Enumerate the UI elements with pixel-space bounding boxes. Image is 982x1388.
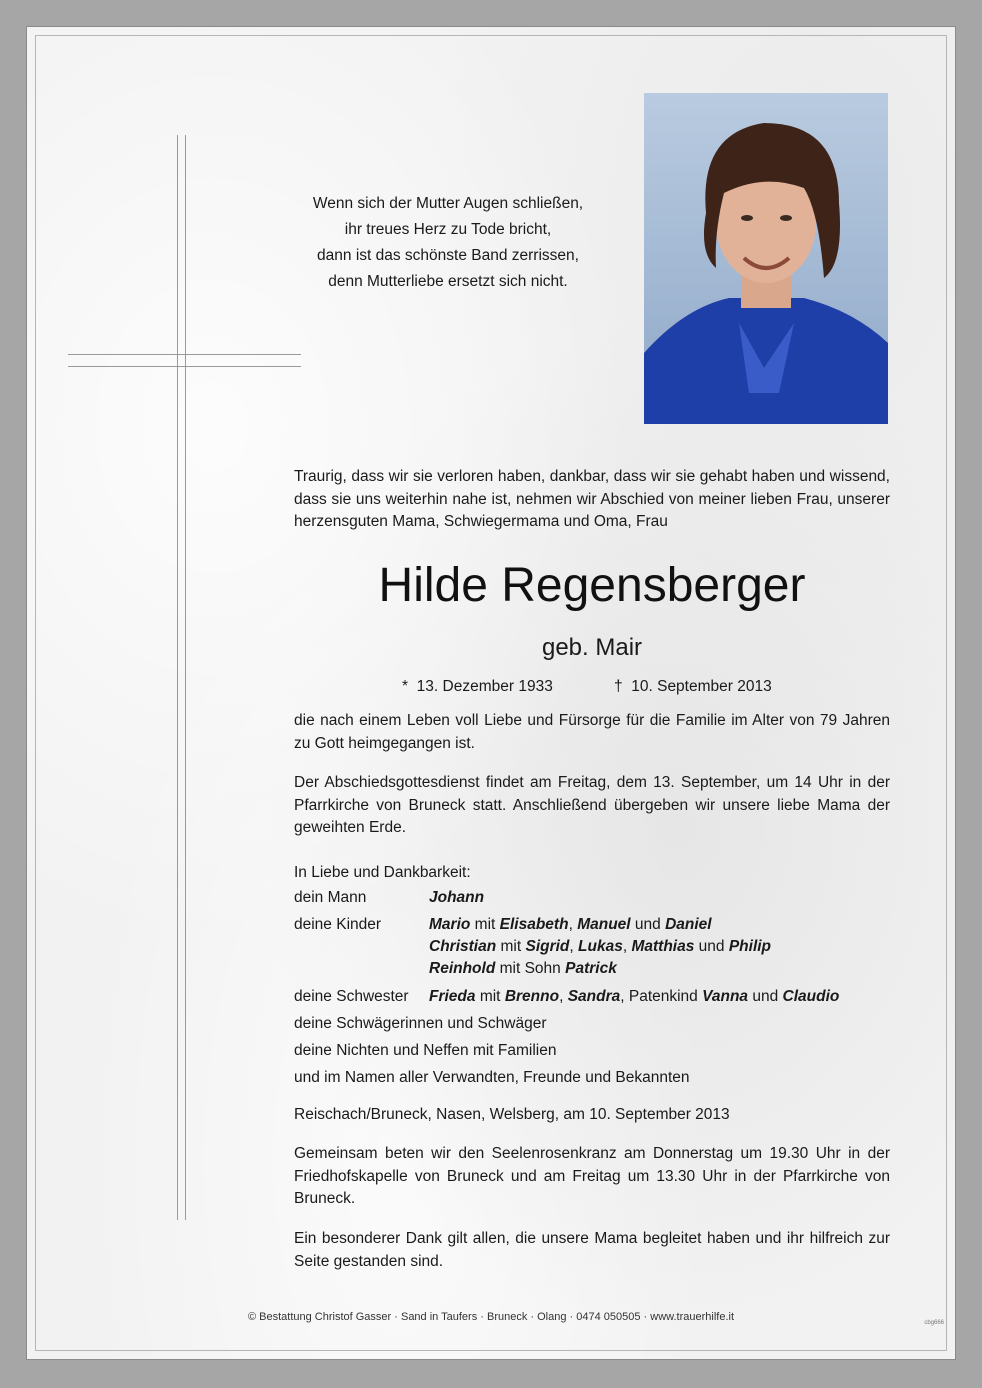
connector: , Patenkind	[620, 988, 703, 1005]
place-date: Reischach/Bruneck, Nasen, Welsberg, am 10. September 2013	[294, 1106, 730, 1123]
child-name: Reinhold	[429, 960, 496, 977]
footer: © Bestattung Christof Gasser · Sand in Taufers · Bruneck · Olang · 0474 050505 · www.trauerhilfe.it	[247, 1311, 735, 1323]
poem-line: ihr treues Herz zu Tode bricht,	[344, 221, 552, 238]
grandchild-name: Daniel	[665, 916, 712, 933]
grandchild-name: Manuel	[577, 916, 631, 933]
relative-name: Sandra	[567, 988, 621, 1005]
separator: ,	[559, 988, 568, 1005]
death-date	[614, 676, 772, 698]
grandchild-name: Matthias	[631, 938, 695, 955]
connector: mit	[474, 916, 496, 933]
poem	[280, 191, 616, 295]
intro-text: Traurig, dass wir sie verloren haben, dankbar, dass wir sie gehabt haben und wissend, dass sie uns weiterhin nahe ist, nehmen wir Abschied von meiner lieben Frau, unserer herzensguten Mama, Schwiegermama und Oma, Frau	[294, 468, 890, 530]
relative-name: Claudio	[782, 988, 840, 1005]
maiden-name: geb. Mair	[541, 634, 643, 661]
separator: ,	[568, 916, 578, 933]
poem-line: dann ist das schönste Band zerrissen,	[317, 247, 579, 264]
relatives-row: und im Namen aller Verwandten, Freunde und Bekannten	[294, 1069, 690, 1086]
sister-row	[294, 986, 839, 1008]
portrait-photo	[644, 93, 888, 424]
sister-label: deine Schwester	[294, 988, 409, 1005]
grandchild-name: Lukas	[578, 938, 623, 955]
separator: ,	[622, 938, 632, 955]
rosary-text: Gemeinsam beten wir den Seelenrosenkranz am Donnerstag um 19.30 Uhr in der Friedhofskapelle von Bruneck und am Freitag um 13.30 Uhr in der Pfarrkirche von Bruneck.	[294, 1145, 890, 1207]
deceased-name: Hilde Regensberger	[378, 559, 806, 612]
partner-name: Elisabeth	[499, 916, 569, 933]
cross-horizontal-icon	[68, 354, 301, 367]
children-label: deine Kinder	[294, 916, 382, 933]
children-row-2	[294, 936, 771, 958]
inlaws-row: deine Schwägerinnen und Schwäger	[294, 1015, 547, 1032]
nieces-row: deine Nichten und Neffen mit Familien	[294, 1042, 557, 1059]
separator: ,	[569, 938, 579, 955]
cross-vertical-icon	[177, 135, 186, 1220]
life-text: die nach einem Leben voll Liebe und Fürsorge für die Familie im Alter von 79 Jahren zu Gott heimgegangen ist.	[294, 712, 890, 752]
grandchild-name: Philip	[728, 938, 772, 955]
death-symbol: †	[614, 678, 623, 695]
connector: und	[748, 988, 783, 1005]
thanks-text: Ein besonderer Dank gilt allen, die unsere Mama begleitet haben und ihr hilfreich zur Seite gestanden sind.	[294, 1230, 890, 1270]
sister-name: Frieda	[429, 988, 476, 1005]
child-name: Mario	[429, 916, 471, 933]
connector: und	[694, 938, 729, 955]
connector: mit	[500, 938, 522, 955]
relative-name: Vanna	[702, 988, 749, 1005]
poem-line: denn Mutterliebe ersetzt sich nicht.	[328, 273, 568, 290]
birth-symbol: *	[402, 678, 409, 695]
husband-row	[294, 887, 484, 909]
children-row-3	[294, 958, 617, 980]
husband-name: Johann	[429, 889, 485, 906]
print-code: cbg666	[924, 1320, 944, 1326]
birth-date	[402, 676, 553, 698]
mourners-heading: In Liebe und Dankbarkeit:	[294, 864, 471, 881]
children-row-1	[294, 914, 712, 936]
birth-date-text: 13. Dezember 1933	[416, 678, 553, 695]
husband-label: dein Mann	[294, 889, 367, 906]
grandchild-name: Patrick	[565, 960, 617, 977]
partner-name: Brenno	[504, 988, 560, 1005]
partner-name: Sigrid	[525, 938, 570, 955]
poem-line: Wenn sich der Mutter Augen schließen,	[312, 195, 584, 212]
connector: mit Sohn	[499, 960, 561, 977]
connector: mit	[479, 988, 501, 1005]
connector: und	[630, 916, 666, 933]
child-name: Christian	[429, 938, 497, 955]
service-text: Der Abschiedsgottesdienst findet am Freitag, dem 13. September, um 14 Uhr in der Pfarrkirche von Bruneck statt. Anschließend übergeben wir unsere liebe Mama der geweihten Erde.	[294, 774, 890, 836]
death-date-text: 10. September 2013	[631, 678, 772, 695]
